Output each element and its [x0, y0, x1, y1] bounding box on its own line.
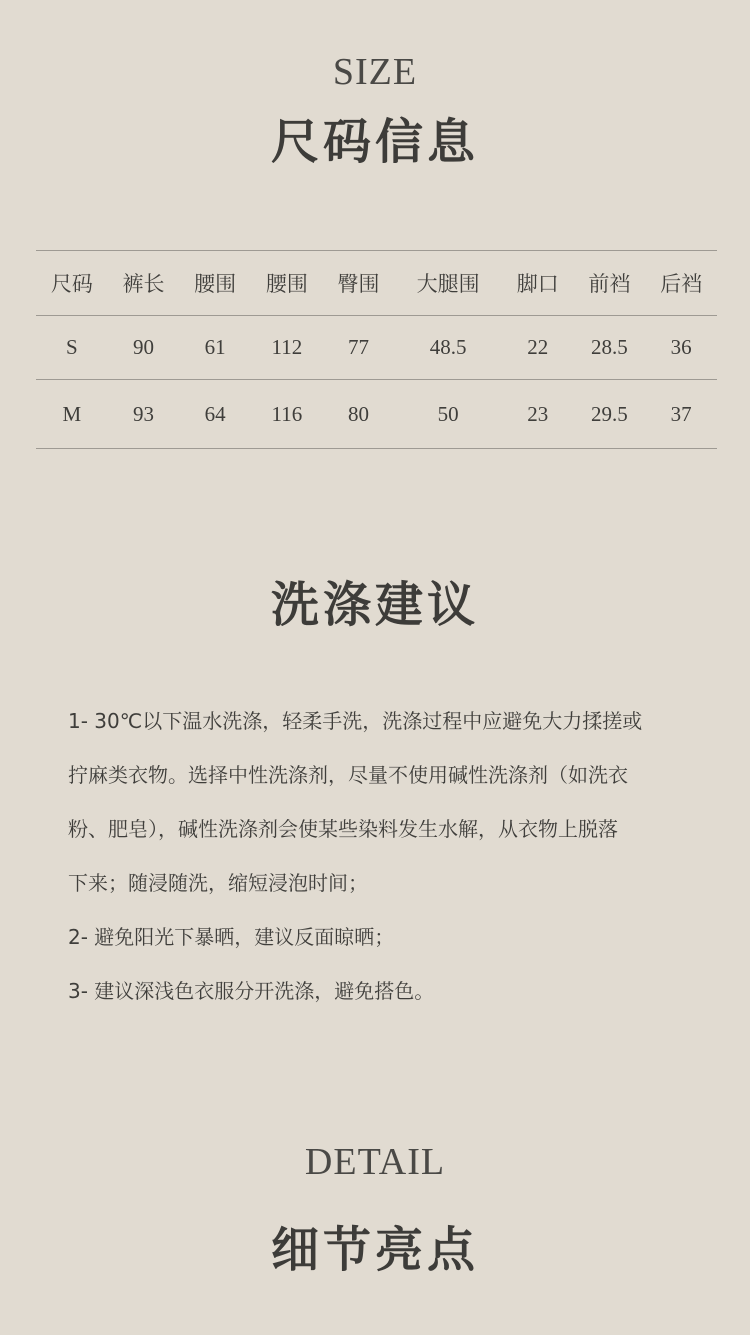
instruction-line: 下来；随浸随洗，缩短浸泡时间； — [68, 871, 368, 895]
table-cell: S — [65, 335, 78, 359]
washing-title: 洗涤建议 — [270, 577, 479, 633]
header-cell: 尺码 — [50, 272, 93, 296]
table-cell: 80 — [348, 401, 370, 426]
table-cell: 93 — [133, 401, 154, 426]
table-cell: 48.5 — [429, 335, 467, 359]
table-cell: 90 — [133, 335, 154, 359]
table-cell: 50 — [437, 401, 459, 426]
table-cell: 23 — [527, 401, 549, 426]
instruction-line: 1- 30℃以下温水洗涤，轻柔手洗，洗涤过程中应避免大力揉搓或 — [68, 709, 643, 733]
header-cell: 脚口 — [516, 272, 559, 296]
washing-instructions — [68, 694, 688, 1018]
instruction-line: 2- 避免阳光下暴晒，建议反面晾晒； — [68, 925, 395, 949]
table-cell: 112 — [271, 335, 303, 359]
table-row — [36, 316, 717, 380]
table-cell: 37 — [670, 401, 692, 426]
table-cell: 64 — [204, 401, 226, 426]
detail-chinese-title: 细节亮点 — [270, 1222, 479, 1278]
size-chinese-title: 尺码信息 — [270, 114, 479, 170]
table-cell: 61 — [204, 335, 226, 359]
detail-english-title: DETAIL — [304, 1141, 446, 1183]
instruction-line: 拧麻类衣物。选择中性洗涤剂，尽量不使用碱性洗涤剂（如洗衣 — [68, 763, 628, 787]
table-cell: M — [62, 401, 82, 426]
header-cell: 后裆 — [660, 272, 703, 296]
table-cell: 29.5 — [591, 401, 628, 426]
size-table — [36, 250, 717, 449]
header-cell: 大腿围 — [416, 272, 480, 296]
instruction-line: 3- 建议深浅色衣服分开洗涤，避免搭色。 — [68, 979, 435, 1003]
instruction-line: 粉、肥皂），碱性洗涤剂会使某些染料发生水解，从衣物上脱落 — [68, 817, 618, 841]
table-cell: 77 — [348, 335, 370, 359]
table-cell: 116 — [271, 401, 303, 426]
table-cell: 22 — [527, 335, 549, 359]
header-cell: 腰围 — [194, 272, 237, 296]
table-cell: 28.5 — [591, 335, 628, 359]
table-header-row — [36, 251, 717, 316]
table-row — [36, 380, 717, 449]
header-cell: 前裆 — [588, 272, 631, 296]
header-cell: 腰围 — [265, 272, 308, 296]
size-english-title: SIZE — [332, 51, 418, 93]
header-cell: 裤长 — [122, 272, 165, 296]
table-cell: 36 — [670, 335, 692, 359]
header-cell: 臀围 — [337, 272, 380, 296]
